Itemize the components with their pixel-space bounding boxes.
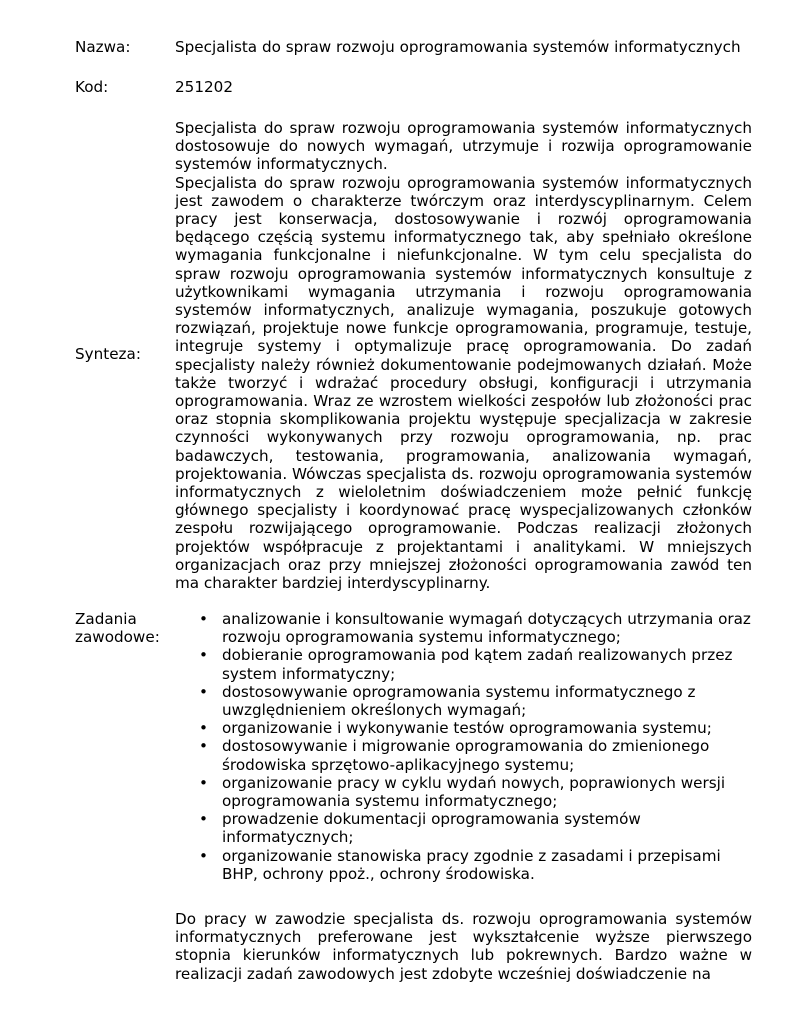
task-text: dostosowywanie oprogramowania systemu informatycznego z uwzględnieniem określonych wymagań; <box>222 682 696 720</box>
bullet-icon: • <box>199 773 208 792</box>
task-item <box>175 737 752 773</box>
tasks-list <box>175 610 752 883</box>
task-item <box>175 610 752 646</box>
bullet-icon: • <box>199 646 208 665</box>
tasks-label <box>75 610 160 646</box>
task-text: dobieranie oprogramowania pod kątem zadań realizowanych przez system informatyczny; <box>222 646 733 683</box>
task-text: organizowanie i wykonywanie testów oprogramowania systemu; <box>222 719 712 738</box>
code-label: Kod: <box>75 78 109 96</box>
synthesis-paragraph: Specjalista do spraw rozwoju oprogramowania systemów informatycznych jest zawodem o charakterze twórczym oraz interdyscyplinarnym. Celem pracy jest konserwacja, dostosowywanie i rozwój oprogramowania będącego częścią systemu informatycznego tak, aby spełniało określone wymagania funkcjonalne i niefunkcjonalne. W tym celu specjalista do spraw rozwoju oprogramowania systemów informatycznych konsultuje z użytkownikami wymagania utrzymania i rozwoju oprogramowania systemów informatycznych, analizuje wymagania, poszukuje gotowych rozwiązań, projektuje nowe funkcje oprogramowania, programuje, testuje, integruje systemy i optymalizuje pracę oprogramowania. Do zadań specjalisty należy również dokumentowanie podejmowanych działań. Może także tworzyć i wdrażać procedury obsługi, konfiguracji i utrzymania oprogramowania. Wraz ze wzrostem wielkości zespołów lub złożoności prac oraz stopnia skomplikowania projektu występuje specjalizacja w zakresie czynności wykonywanych przy rozwoju oprogramowania, np. prac badawczych, testowania, programowania, analizowania wymagań, projektowania. Wówczas specjalista ds. rozwoju oprogramowania systemów informatycznych z wieloletnim doświadczeniem może pełnić funkcję głównego specjalisty i koordynować pracę wyspecjalizowanych członków zespołu rozwijającego oprogramowanie. Podczas realizacji złożonych projektów współpracuje z projektantami i analitykami. W mniejszych organizacjach oraz przy mniejszej złożoności oprogramowania zawód ten ma charakter bardziej interdyscyplinarny. <box>175 173 752 593</box>
code-value: 251202 <box>175 78 233 96</box>
task-item <box>175 774 752 810</box>
task-text: dostosowywanie i migrowanie oprogramowania do zmienionego środowiska sprzętowo-aplikacyjnego systemu; <box>222 737 710 774</box>
task-item <box>175 646 752 682</box>
synthesis-text <box>175 119 752 592</box>
task-item <box>175 719 752 737</box>
bullet-icon: • <box>199 846 208 865</box>
task-text: organizowanie stanowiska pracy zgodnie z zasadami i przepisami BHP, ochrony ppoż., ochrony środowiska. <box>222 846 721 883</box>
task-item <box>175 847 752 883</box>
task-text: organizowanie pracy w cyklu wydań nowych, poprawionych wersji oprogramowania systemu informatycznego; <box>222 773 726 811</box>
synthesis-label: Synteza: <box>75 345 141 363</box>
bullet-icon: • <box>199 682 208 701</box>
education-paragraph: Do pracy w zawodzie specjalista ds. rozwoju oprogramowania systemów informatycznych preferowane jest wykształcenie wyższe pierwszego stopnia kierunków informatycznych lub pokrewnych. Bardzo ważne w realizacji zadań zawodowych jest zdobyte wcześniej doświadczenie na <box>175 910 752 983</box>
bullet-icon: • <box>199 810 208 829</box>
task-item <box>175 683 752 719</box>
task-item <box>175 810 752 846</box>
task-text: analizowanie i konsultowanie wymagań dotyczących utrzymania oraz rozwoju oprogramowania systemu informatycznego; <box>222 610 751 647</box>
bullet-icon: • <box>199 610 208 628</box>
bullet-icon: • <box>199 737 208 756</box>
synthesis-paragraph: Specjalista do spraw rozwoju oprogramowania systemów informatycznych dostosowuje do nowych wymagań, utrzymuje i rozwija oprogramowanie systemów informatycznych. <box>175 119 752 174</box>
name-label: Nazwa: <box>75 38 131 56</box>
tasks-label-line: Zadania <box>75 610 137 628</box>
task-text: prowadzenie dokumentacji oprogramowania systemów informatycznych; <box>222 810 641 847</box>
name-value: Specjalista do spraw rozwoju oprogramowania systemów informatycznych <box>175 38 741 56</box>
tasks-label-line: zawodowe: <box>75 628 160 647</box>
bullet-icon: • <box>199 719 208 738</box>
